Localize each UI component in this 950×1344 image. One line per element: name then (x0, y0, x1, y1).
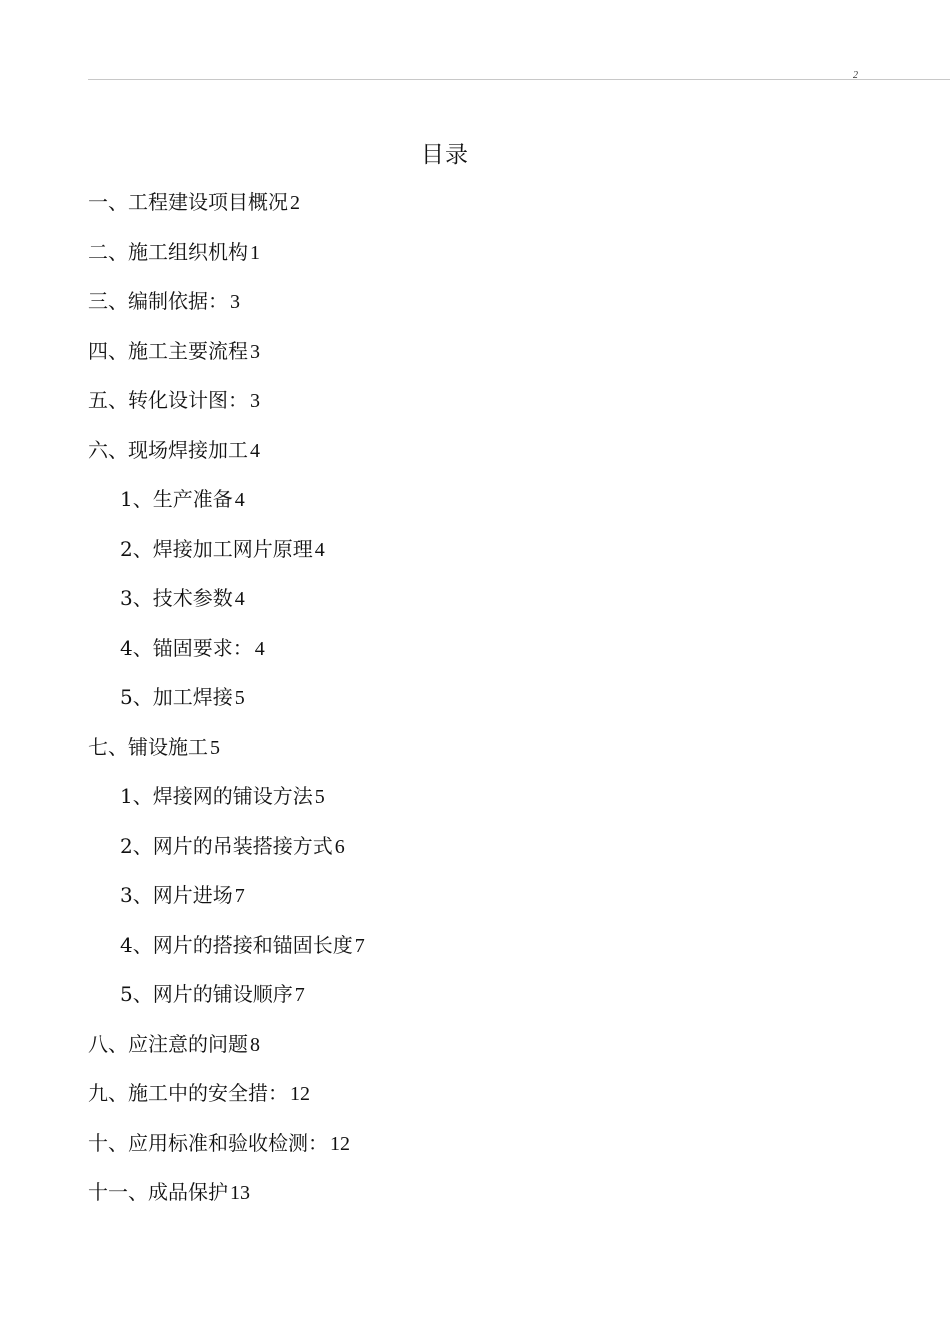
toc-title: 目录 (421, 142, 469, 168)
toc-entry[interactable] (88, 1077, 365, 1127)
table-of-contents (88, 186, 365, 1226)
header-rule (88, 79, 950, 80)
toc-entry-text: 四、施工主要流程 (88, 338, 248, 363)
toc-entry-page-number: 12 (290, 1083, 310, 1105)
toc-entry-text: 二、施工组织机构 (88, 239, 248, 264)
toc-entry-page-number: 7 (234, 885, 245, 907)
toc-entry-page-number: 7 (354, 934, 365, 957)
toc-entry-page-number: 5 (234, 687, 245, 709)
toc-entry-text: 八、应注意的问题 (88, 1031, 248, 1056)
toc-entry[interactable] (88, 186, 365, 236)
toc-entry-text: 4、网片的搭接和锚固长度 (120, 932, 353, 957)
toc-entry-text: 一、工程建设项目概况 (88, 190, 288, 214)
page-number: 2 (853, 70, 858, 81)
toc-entry[interactable] (88, 1176, 365, 1226)
toc-entry[interactable] (88, 1127, 365, 1177)
toc-entry-page-number: 5 (314, 786, 325, 808)
toc-entry[interactable] (88, 483, 365, 533)
toc-entry-page-number: 4 (234, 489, 245, 511)
toc-entry-text: 六、现场焊接加工 (88, 437, 248, 462)
toc-entry-page-number: 3 (230, 291, 240, 313)
toc-entry-text: 2、网片的吊装搭接方式 (120, 833, 333, 858)
toc-entry[interactable] (88, 632, 365, 682)
toc-entry-text: 1、生产准备 (120, 487, 233, 511)
toc-entry[interactable] (88, 335, 365, 385)
toc-entry-page-number: 3 (250, 390, 260, 412)
toc-entry-page-number: 4 (234, 588, 245, 610)
toc-entry-page-number: 12 (330, 1132, 350, 1155)
toc-entry-text: 2、焊接加工网片原理 (120, 536, 313, 561)
toc-entry-text: 十、应用标准和验收检测： (88, 1130, 328, 1155)
toc-entry-text: 九、施工中的安全措： (88, 1081, 288, 1105)
toc-entry-page-number: 4 (254, 637, 265, 660)
toc-entry-page-number: 6 (334, 835, 345, 858)
toc-entry[interactable] (88, 533, 365, 583)
toc-entry-page-number: 1 (250, 241, 260, 264)
toc-entry-text: 1、焊接网的铺设方法 (120, 784, 313, 808)
toc-entry[interactable] (88, 582, 365, 632)
toc-entry-page-number: 5 (210, 736, 220, 759)
toc-entry-page-number: 2 (290, 192, 300, 214)
toc-entry[interactable] (88, 434, 365, 484)
toc-entry-page-number: 8 (250, 1033, 260, 1056)
toc-entry[interactable] (88, 731, 365, 781)
toc-entry[interactable] (88, 978, 365, 1028)
toc-entry-text: 七、铺设施工 (88, 734, 208, 759)
toc-entry-text: 5、加工焊接 (120, 685, 233, 709)
toc-entry-text: 4、锚固要求： (120, 635, 253, 660)
toc-entry[interactable] (88, 384, 365, 434)
toc-entry-text: 三、编制依据： (88, 289, 228, 313)
toc-entry-page-number: 13 (230, 1182, 250, 1204)
toc-entry[interactable] (88, 1028, 365, 1078)
toc-entry[interactable] (88, 236, 365, 286)
toc-entry-page-number: 7 (294, 984, 305, 1006)
toc-entry-text: 十一、成品保护 (88, 1180, 228, 1204)
toc-entry-text: 3、技术参数 (120, 586, 233, 610)
toc-entry[interactable] (88, 780, 365, 830)
toc-entry[interactable] (88, 285, 365, 335)
toc-entry-page-number: 4 (314, 538, 325, 561)
toc-entry-text: 五、转化设计图： (88, 388, 248, 412)
toc-entry-page-number: 4 (250, 439, 260, 462)
toc-entry[interactable] (88, 830, 365, 880)
toc-entry-page-number: 3 (250, 340, 260, 363)
toc-entry-text: 5、网片的铺设顺序 (120, 982, 293, 1006)
toc-entry[interactable] (88, 879, 365, 929)
toc-entry-text: 3、网片进场 (120, 883, 233, 907)
toc-entry[interactable] (88, 681, 365, 731)
toc-entry[interactable] (88, 929, 365, 979)
